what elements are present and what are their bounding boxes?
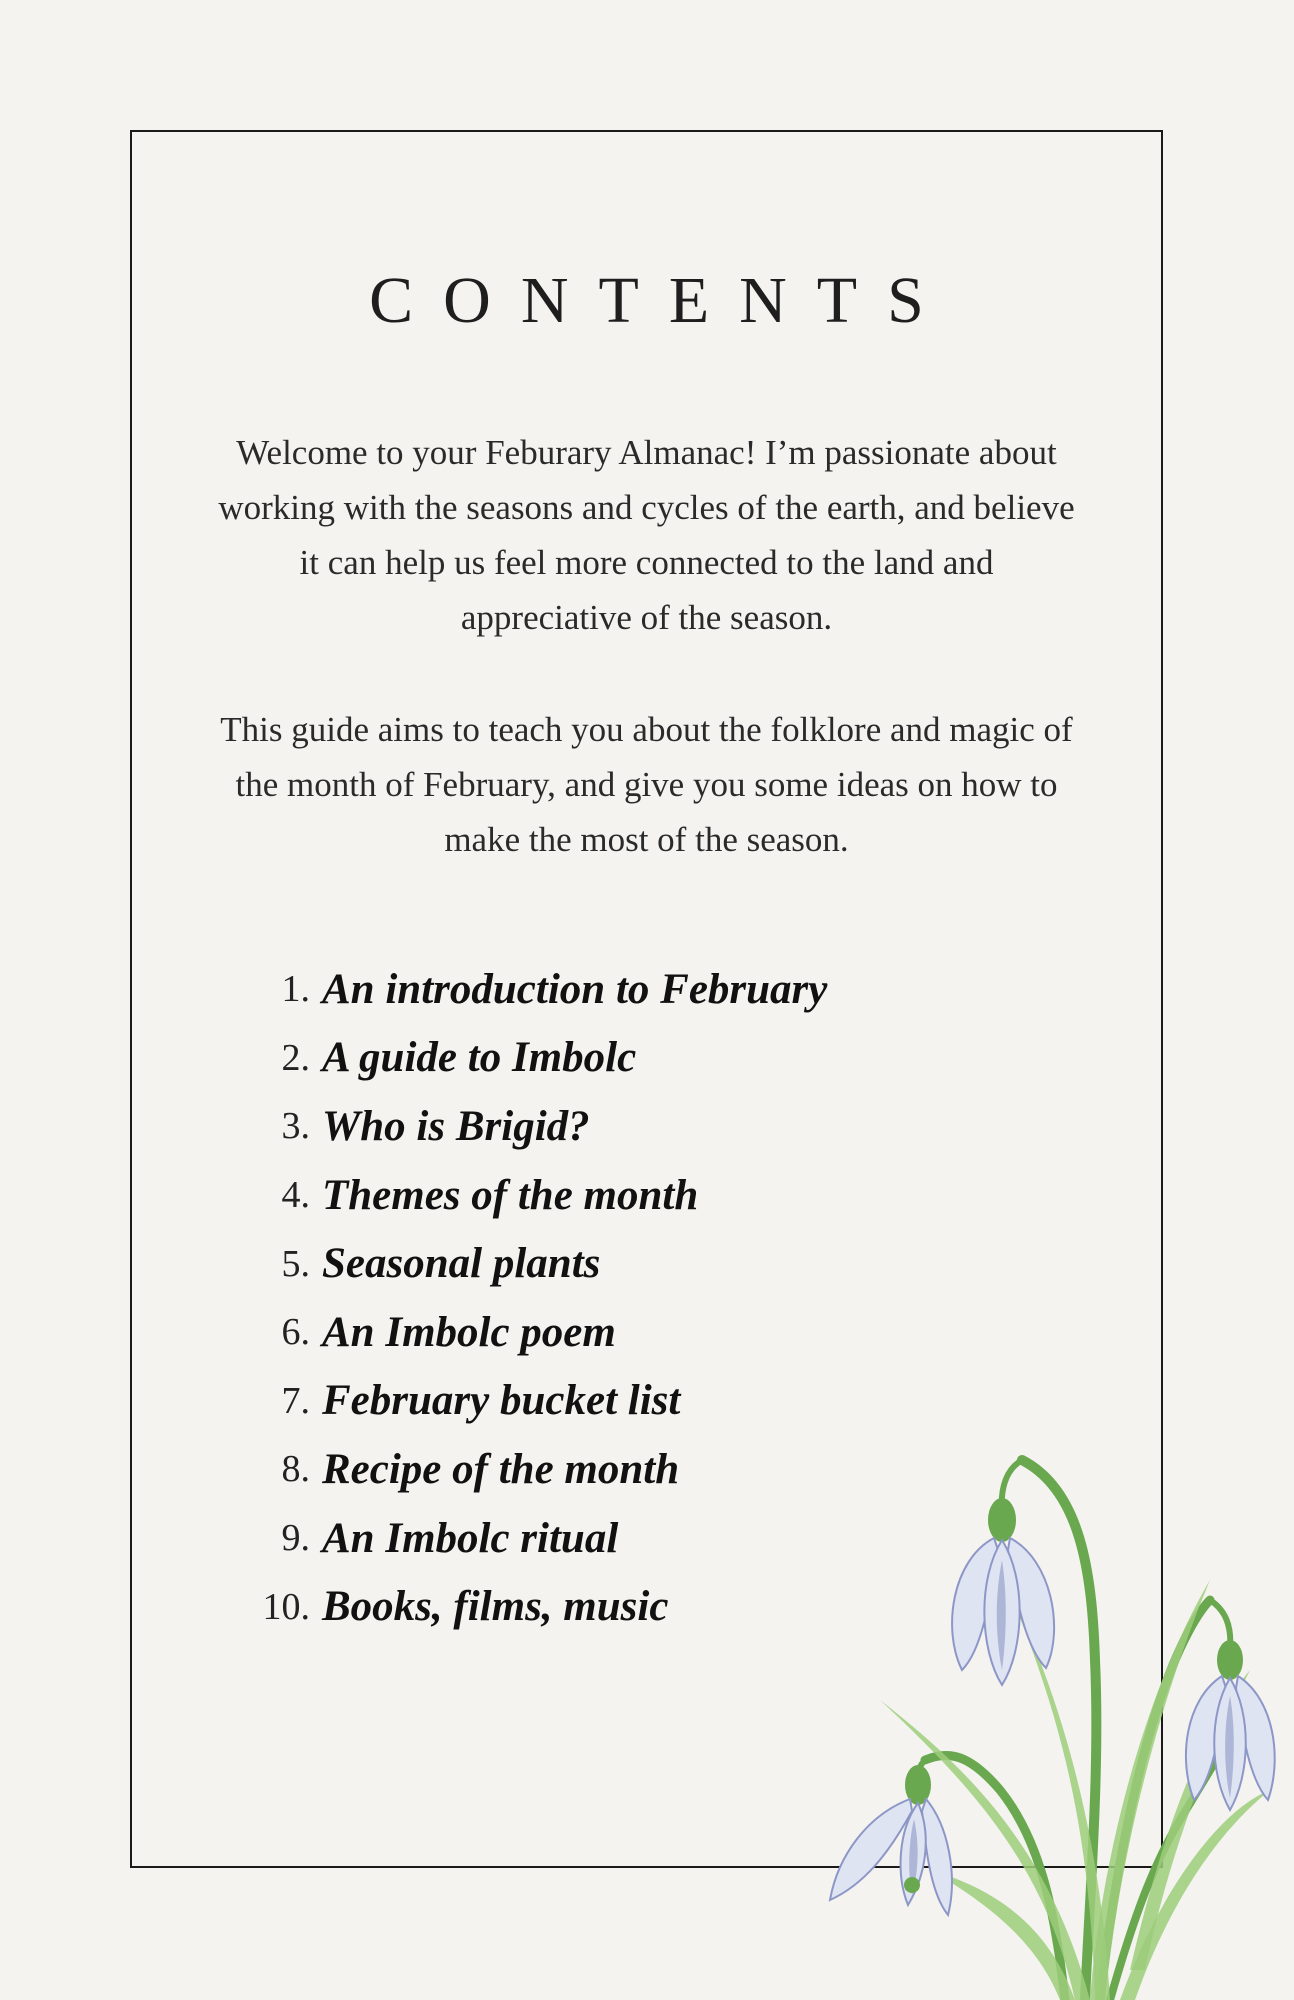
- toc-item-number: 1.: [281, 968, 310, 1011]
- toc-item[interactable]: [240, 1572, 827, 1641]
- toc-item-number: 7.: [281, 1379, 310, 1422]
- toc-item-number: 5.: [281, 1242, 310, 1285]
- toc-item-number: 9.: [281, 1517, 310, 1560]
- toc-item-label: A guide to Imbolc: [322, 1034, 637, 1082]
- intro-paragraph-2: This guide aims to teach you about the folklore and magic of the month of February, and give you some ideas on how to make the most of the season.: [220, 710, 1073, 859]
- toc-item-label: Who is Brigid?: [322, 1102, 590, 1150]
- page-title: CONTENTS: [369, 264, 954, 337]
- toc-item-label: An introduction to February: [322, 965, 828, 1013]
- toc-item-label: Recipe of the month: [322, 1445, 680, 1493]
- toc-item[interactable]: [240, 1367, 827, 1436]
- toc-item-label: February bucket list: [322, 1377, 681, 1425]
- toc-item-number: 4.: [281, 1174, 310, 1217]
- table-of-contents: [240, 955, 827, 1641]
- toc-item-label: An Imbolc poem: [322, 1308, 616, 1356]
- snowdrop-flowers-icon: [800, 1370, 1294, 2000]
- toc-item-number: 6.: [281, 1311, 310, 1354]
- toc-item[interactable]: [240, 1435, 827, 1504]
- toc-item[interactable]: [240, 1161, 827, 1230]
- toc-item-label: An Imbolc ritual: [322, 1514, 619, 1562]
- toc-item[interactable]: [240, 1024, 827, 1093]
- toc-item-number: 3.: [281, 1105, 310, 1148]
- toc-item[interactable]: [240, 1504, 827, 1573]
- leaves: [880, 1570, 1270, 2000]
- toc-item-number: 10.: [262, 1585, 310, 1628]
- intro-paragraph-1: Welcome to your Feburary Almanac! I’m passionate about working with the seasons and cycles of the earth, and believe it can help us feel more connected to the land and appreciative of the season.: [218, 433, 1075, 637]
- stems: [918, 1460, 1230, 2000]
- toc-item[interactable]: [240, 1229, 827, 1298]
- toc-item[interactable]: [240, 1298, 827, 1367]
- toc-item-label: Themes of the month: [322, 1171, 699, 1219]
- toc-item[interactable]: [240, 955, 827, 1024]
- toc-item-number: 2.: [281, 1036, 310, 1079]
- toc-item-label: Books, films, music: [322, 1583, 669, 1631]
- toc-item-number: 8.: [281, 1448, 310, 1491]
- toc-item[interactable]: [240, 1092, 827, 1161]
- toc-item-label: Seasonal plants: [322, 1240, 601, 1288]
